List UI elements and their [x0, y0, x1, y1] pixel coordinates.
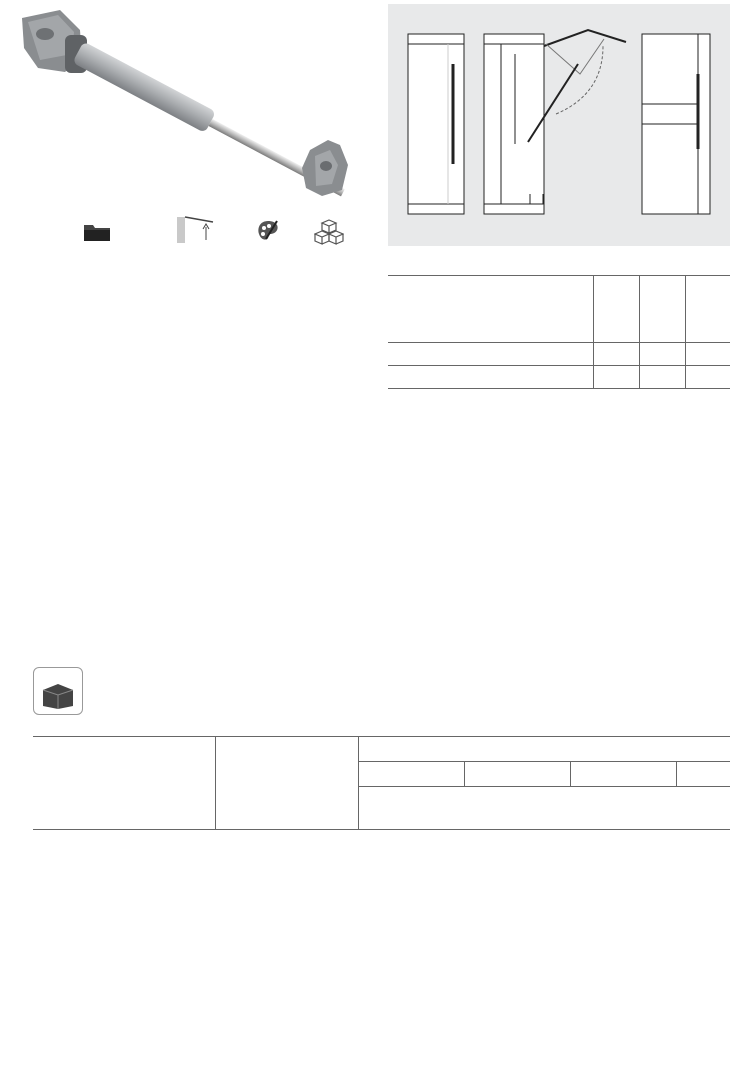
angle-value [388, 366, 594, 389]
w-header [686, 276, 731, 343]
gas-spring-product-image [10, 0, 360, 200]
door-weight-header [359, 787, 731, 830]
angle-dimension-table [388, 275, 730, 389]
installation-diagram [388, 4, 730, 246]
h-value [594, 366, 640, 389]
w-value [686, 343, 731, 366]
angle-table-row [388, 343, 730, 366]
door-height-header [359, 737, 731, 762]
height-col-header [359, 762, 465, 787]
h-value [594, 343, 640, 366]
angle-header [388, 276, 594, 343]
angle-value [388, 343, 594, 366]
force-arrow-icon [177, 214, 217, 250]
palette-icon [256, 219, 280, 243]
installation-diagram-panel [388, 4, 730, 246]
w-value [686, 366, 731, 389]
weight-force-header [216, 737, 359, 830]
weight-angle-header [33, 737, 216, 830]
box-icon [39, 682, 77, 710]
height-col-header [465, 762, 571, 787]
packaging-box-icon [33, 667, 83, 715]
product-table-icon-row [33, 214, 353, 250]
door-weight-table [33, 736, 730, 830]
folder-icon [83, 222, 111, 242]
l-header [640, 276, 686, 343]
l-value [640, 343, 686, 366]
l-value [640, 366, 686, 389]
material-cubes-icon [314, 218, 344, 246]
h-header [594, 276, 640, 343]
angle-table-row [388, 366, 730, 389]
height-col-header [677, 762, 730, 787]
height-col-header [571, 762, 677, 787]
